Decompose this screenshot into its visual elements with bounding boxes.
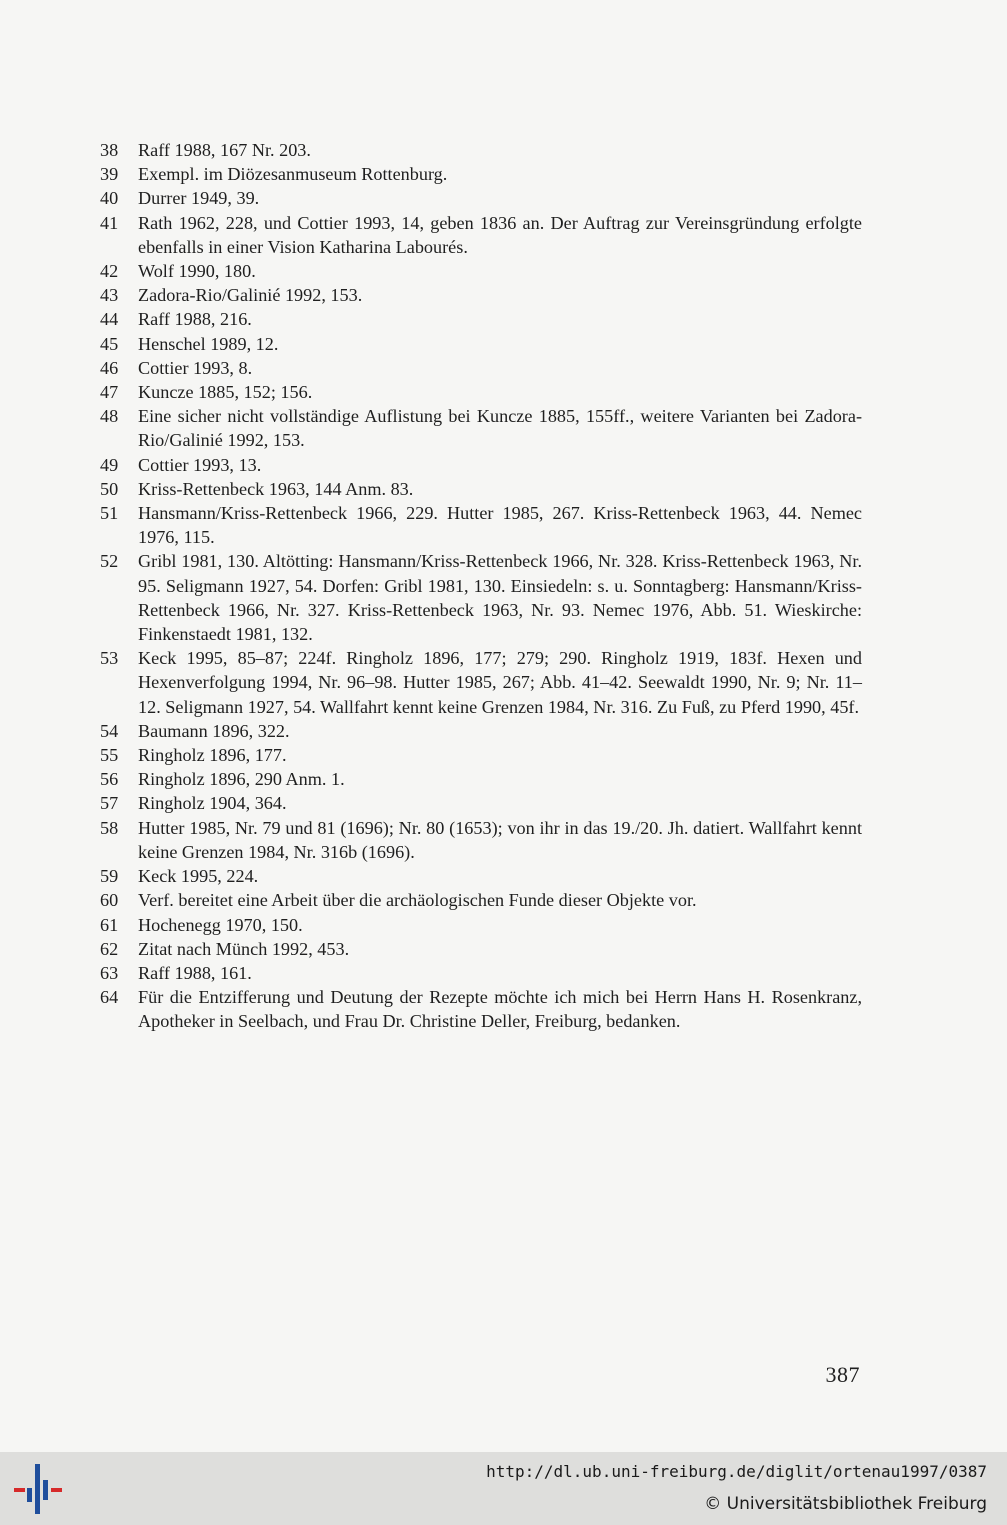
endnote-text: Ringholz 1904, 364.: [138, 793, 287, 814]
endnote-text: Henschel 1989, 12.: [138, 333, 279, 354]
endnote-text: Für die Entzifferung und Deutung der Rezepte möchte ich mich bei Herrn Hans H. Rosenkranz, Apotheker in Seelbach, und Frau Dr. Christine Deller, Freiburg, bedanken.: [138, 987, 862, 1032]
endnote-number: 57: [100, 793, 119, 814]
endnote-number: 56: [100, 769, 119, 790]
source-url-link[interactable]: http://dl.ub.uni-freiburg.de/diglit/ortenau1997/0387: [486, 1462, 987, 1481]
endnote-number: 42: [100, 261, 119, 282]
endnote-text: Ringholz 1896, 177.: [138, 745, 287, 766]
endnote-number: 52: [100, 551, 119, 572]
page-number: 387: [825, 1362, 860, 1387]
endnote-item: [96, 211, 862, 259]
endnote-text: Keck 1995, 85–87; 224f. Ringholz 1896, 177; 279; 290. Ringholz 1919, 183f. Hexen und Hexenverfolgung 1994, Nr. 96–98. Hutter 1985, 267; Abb. 41–42. Seewaldt 1990, Nr. 9; Nr. 11–12. Seligmann 1927, 54. Wallfahrt kennt keine Grenzen 1984, Nr. 316. Zu Fuß, zu Pferd 1990, 45f.: [138, 648, 862, 717]
endnote-item: [96, 985, 862, 1033]
endnote-number: 55: [100, 745, 119, 766]
endnote-number: 51: [100, 503, 119, 524]
endnote-text: Hochenegg 1970, 150.: [138, 914, 303, 935]
endnote-text: Gribl 1981, 130. Altötting: Hansmann/Kriss-Rettenbeck 1966, Nr. 328. Kriss-Rettenbeck 1963, Nr. 95. Seligmann 1927, 54. Dorfen: Gribl 1981, 130. Einsiedeln: s. u. Sonntagberg: Hansmann/Kriss-Rettenbeck 1966, Nr. 327. Kriss-Rettenbeck 1963, Nr. 93. Nemec 1976, Abb. 51. Wieskirche: Finkenstaedt 1981, 132.: [138, 551, 862, 645]
endnote-item: [96, 767, 862, 791]
endnote-item: [96, 332, 862, 356]
endnote-number: 40: [100, 188, 119, 209]
endnote-text: Exempl. im Diözesanmuseum Rottenburg.: [138, 164, 448, 185]
endnote-text: Verf. bereitet eine Arbeit über die archäologischen Funde dieser Objekte vor.: [138, 890, 697, 911]
endnote-item: [96, 477, 862, 501]
endnote-number: 50: [100, 478, 119, 499]
endnotes-list: [96, 138, 862, 1034]
endnote-item: [96, 719, 862, 743]
endnote-text: Kuncze 1885, 152; 156.: [138, 382, 313, 403]
endnote-text: Raff 1988, 161.: [138, 962, 252, 983]
endnote-number: 38: [100, 140, 119, 160]
endnote-text: Keck 1995, 224.: [138, 866, 259, 887]
endnote-number: 46: [100, 357, 119, 378]
endnote-text: Kriss-Rettenbeck 1963, 144 Anm. 83.: [138, 478, 414, 499]
endnote-number: 53: [100, 648, 119, 669]
endnote-item: [96, 259, 862, 283]
endnote-number: 61: [100, 914, 119, 935]
endnote-number: 39: [100, 164, 119, 185]
endnote-text: Baumann 1896, 322.: [138, 720, 290, 741]
endnote-number: 41: [100, 212, 119, 233]
endnote-text: Raff 1988, 167 Nr. 203.: [138, 140, 311, 160]
endnote-number: 48: [100, 406, 119, 427]
endnote-text: Wolf 1990, 180.: [138, 261, 256, 282]
endnote-item: [96, 307, 862, 331]
endnote-item: [96, 864, 862, 888]
endnote-text: Raff 1988, 216.: [138, 309, 252, 330]
endnote-number: 47: [100, 382, 119, 403]
endnote-item: [96, 283, 862, 307]
endnote-item: [96, 186, 862, 210]
endnote-item: [96, 356, 862, 380]
endnote-item: [96, 138, 862, 162]
endnote-number: 45: [100, 333, 119, 354]
endnote-item: [96, 380, 862, 404]
endnote-item: [96, 888, 862, 912]
endnote-item: [96, 549, 862, 646]
endnote-item: [96, 937, 862, 961]
endnote-number: 64: [100, 987, 119, 1008]
endnote-item: [96, 501, 862, 549]
endnote-number: 49: [100, 454, 119, 475]
endnote-number: 43: [100, 285, 119, 306]
endnote-text: Durrer 1949, 39.: [138, 188, 260, 209]
endnote-item: [96, 453, 862, 477]
endnote-item: [96, 743, 862, 767]
endnote-number: 59: [100, 866, 119, 887]
endnote-text: Ringholz 1896, 290 Anm. 1.: [138, 769, 345, 790]
endnote-number: 44: [100, 309, 119, 330]
copyright-notice: © Universitätsbibliothek Freiburg: [704, 1494, 987, 1514]
endnote-text: Hutter 1985, Nr. 79 und 81 (1696); Nr. 80 (1653); von ihr in das 19./20. Jh. datiert. Wallfahrt kennt keine Grenzen 1984, Nr. 316b (1696).: [138, 817, 862, 862]
endnote-text: Rath 1962, 228, und Cottier 1993, 14, geben 1836 an. Der Auftrag zur Vereinsgründung erfolgte ebenfalls in einer Vision Katharina Labourés.: [138, 212, 862, 257]
ub-freiburg-logo-icon[interactable]: [14, 1464, 64, 1514]
endnote-number: 62: [100, 938, 119, 959]
endnote-item: [96, 791, 862, 815]
endnote-text: Eine sicher nicht vollständige Auflistung bei Kuncze 1885, 155ff., weitere Varianten bei Zadora-Rio/Galinié 1992, 153.: [138, 406, 862, 451]
endnote-text: Hansmann/Kriss-Rettenbeck 1966, 229. Hutter 1985, 267. Kriss-Rettenbeck 1963, 44. Nemec 1976, 115.: [138, 503, 862, 548]
viewer-footer: [0, 1452, 1007, 1525]
endnote-text: Zitat nach Münch 1992, 453.: [138, 938, 350, 959]
endnote-item: [96, 404, 862, 452]
endnote-item: [96, 816, 862, 864]
endnote-item: [96, 913, 862, 937]
endnote-text: Cottier 1993, 13.: [138, 454, 262, 475]
endnote-item: [96, 162, 862, 186]
endnote-number: 63: [100, 962, 119, 983]
endnote-item: [96, 961, 862, 985]
endnote-number: 58: [100, 817, 119, 838]
endnote-text: Zadora-Rio/Galinié 1992, 153.: [138, 285, 363, 306]
endnote-text: Cottier 1993, 8.: [138, 357, 253, 378]
endnote-number: 60: [100, 890, 119, 911]
endnote-item: [96, 646, 862, 719]
endnote-number: 54: [100, 720, 119, 741]
